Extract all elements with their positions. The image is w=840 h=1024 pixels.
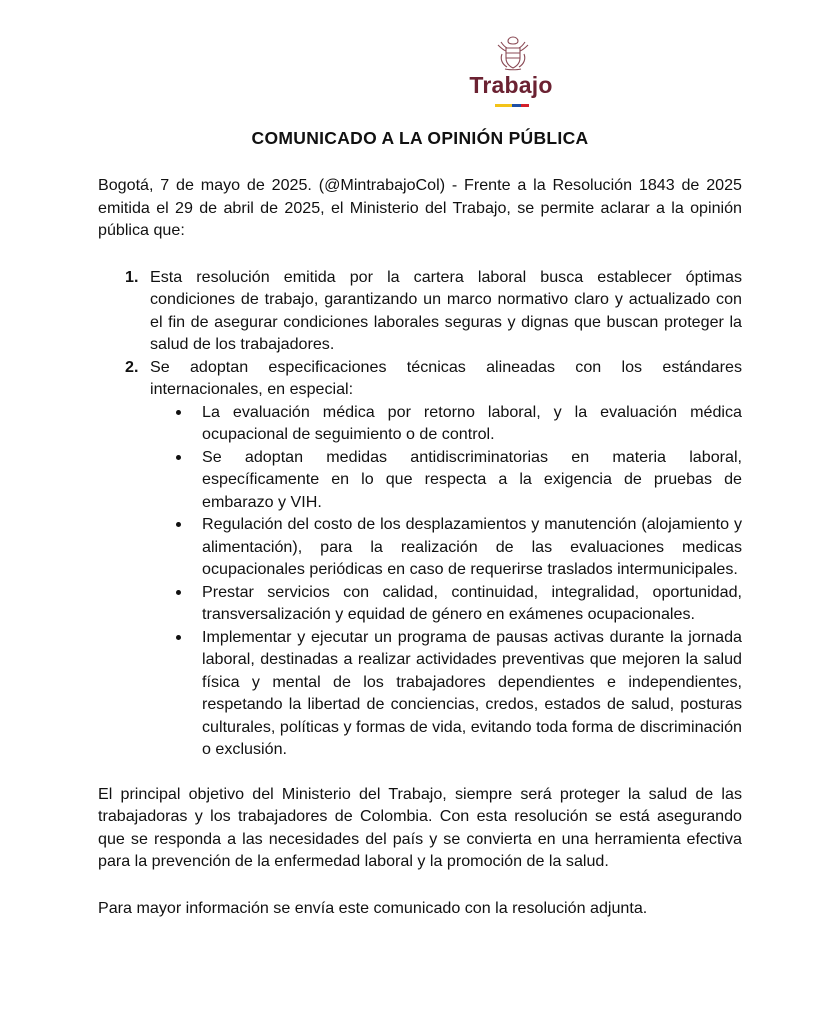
brand-name: Trabajo — [469, 72, 553, 98]
document-title: COMUNICADO A LA OPINIÓN PÚBLICA — [251, 128, 589, 148]
list-item-text: Se adoptan especificaciones técnicas alineadas con los estándares internacionales, en especial: — [150, 357, 742, 398]
list-item — [98, 356, 742, 761]
list-number: 2. — [125, 357, 139, 376]
letterhead — [98, 0, 742, 120]
final-paragraph: Para mayor información se envía este comunicado con la resolución adjunta. — [98, 898, 648, 917]
colombia-flag-stripe — [495, 104, 529, 107]
bullet-item — [150, 513, 742, 581]
bullet-item — [150, 401, 742, 446]
bullet-icon — [176, 455, 181, 460]
bullet-icon — [176, 590, 181, 595]
numbered-list — [98, 266, 742, 761]
bullet-item — [150, 626, 742, 761]
bullet-icon — [176, 635, 181, 640]
intro-paragraph: Bogotá, 7 de mayo de 2025. (@MintrabajoCol) - Frente a la Resolución 1843 de 2025 emitida el 29 de abril de 2025, el Ministerio del Trabajo, se permite aclarar a la opinión pública que: — [98, 176, 742, 239]
bullet-item — [150, 581, 742, 626]
bullet-item — [150, 446, 742, 514]
bullet-icon — [176, 410, 181, 415]
bullet-list — [150, 401, 742, 761]
bullet-text: Prestar servicios con calidad, continuidad, integralidad, oportunidad, transversalización y equidad de género en exámenes ocupacionales. — [202, 582, 742, 623]
bullet-text: La evaluación médica por retorno laboral, y la evaluación médica ocupacional de seguimiento o de control. — [202, 402, 742, 443]
list-item-text: Esta resolución emitida por la cartera laboral busca establecer óptimas condiciones de trabajo, garantizando un marco normativo claro y actualizado con el fin de asegurar condiciones laborales seguras y dignas que buscan proteger la salud de los trabajadores. — [150, 267, 742, 353]
bullet-text: Regulación del costo de los desplazamientos y manutención (alojamiento y alimentación), para la realización de las evaluaciones medicas ocupacionales periódicas en caso de requerirse traslados intermunicipales. — [202, 515, 742, 578]
document-body — [98, 174, 742, 919]
bullet-text: Implementar y ejecutar un programa de pausas activas durante la jornada laboral, destinadas a realizar actividades preventivas que mejoren la salud física y mental de los trabajadores dependientes e independientes, respetando la libertad de conciencias, credos, estados de salud, posturas culturales, políticas y formas de vida, evitando toda forma de discriminación o exclusión. — [202, 627, 742, 758]
bullet-text: Se adoptan medidas antidiscriminatorias en materia laboral, específicamente en lo que respecta a la exigencia de pruebas de embarazo y VIH. — [202, 447, 742, 511]
list-number: 1. — [125, 267, 139, 286]
closing-paragraph: El principal objetivo del Ministerio del Trabajo, siempre será proteger la salud de las trabajadoras y los trabajadores de Colombia. Con esta resolución se está asegurando que se responda a las necesidades del país y se convierta en una herramienta efectiva para la prevención de la enfermedad laboral y la promoción de la salud. — [98, 784, 742, 870]
bullet-icon — [176, 522, 181, 527]
coat-of-arms-icon — [493, 34, 533, 72]
list-item — [98, 266, 742, 356]
